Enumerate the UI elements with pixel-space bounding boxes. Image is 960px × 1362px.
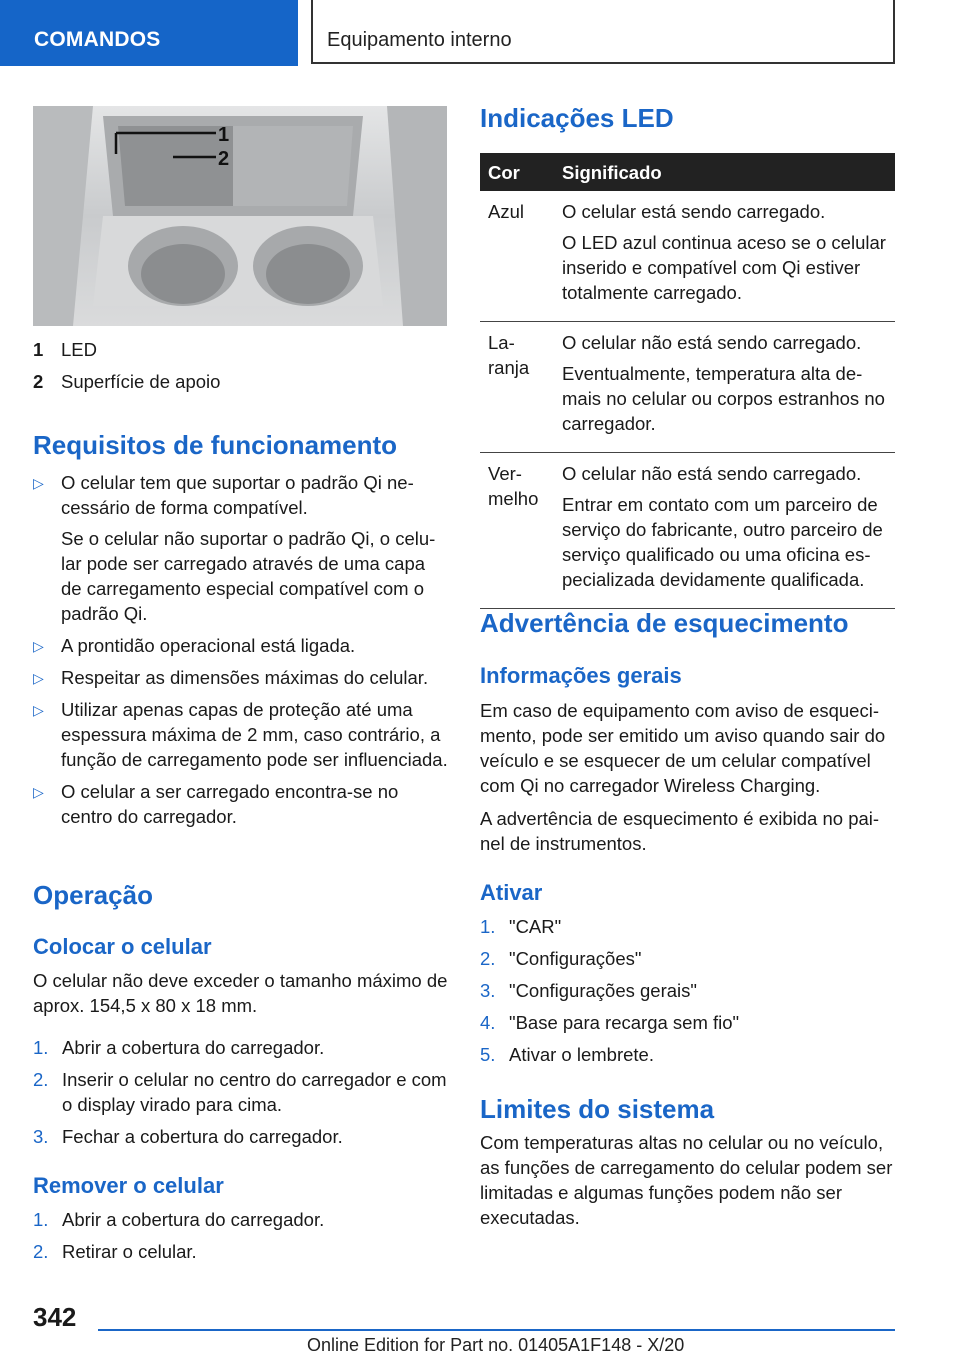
led-heading: Indicações LED: [480, 103, 674, 133]
legend-label: Superfície de apoio: [61, 371, 221, 392]
step-item: 2. "Configurações": [480, 948, 642, 969]
legend-num: 1: [33, 339, 44, 360]
requisitos-heading: Requisitos de funcionamento: [33, 430, 398, 460]
callout-1: 1: [218, 124, 230, 146]
step-item: 2. Inserir o celular no centro do carregador e com o display virado para cima.: [33, 1069, 447, 1115]
led-color: Laranja: [480, 322, 554, 453]
step-item: 2. Retirar o celular.: [33, 1241, 197, 1262]
footer-divider: [98, 1329, 895, 1331]
list-item: ▷ Utilizar apenas capas de proteção até uma espessura máxima de 2 mm, caso contrário, a função de carregamento pode ser influenciada.: [33, 699, 448, 770]
legend-label: LED: [61, 339, 97, 360]
led-table: [480, 153, 895, 609]
colocar-intro: O celular não deve exceder o tamanho máximo de aprox. 154,5 x 80 x 18 mm.: [33, 970, 448, 1016]
led-color: Azul: [480, 191, 554, 322]
list-item: ▷ A prontidão operacional está ligada.: [33, 633, 449, 658]
section-title: COMANDOS: [34, 28, 161, 51]
led-meaning: O celular não está sendo carregado. Eventualmente, temperatura alta demais no celular ou corpos estranhos no carregador.: [554, 322, 895, 453]
step-item: 4. "Base para recarga sem fio": [480, 1012, 740, 1033]
ativar-heading: Ativar: [480, 880, 543, 905]
advertencia-p2: A advertência de esquecimento é exibida no painel de instrumentos.: [480, 808, 880, 854]
list-item: ▷ O celular a ser carregado encontra-se no centro do carregador.: [33, 781, 399, 827]
item-note: Se o celular não suportar o padrão Qi, o celular pode ser carregado através de uma capa de carregamento especial compatível com o padrão Qi.: [61, 528, 436, 624]
callout-2: 2: [218, 148, 230, 170]
step-item: 3. Fechar a cobertura do carregador.: [33, 1126, 343, 1147]
triangle-bullet-icon: ▷: [33, 638, 44, 654]
chapter-tab: [311, 0, 895, 64]
charger-figure: [33, 106, 447, 326]
remover-steps: [33, 1207, 449, 1271]
edition-text: Online Edition for Part no. 01405A1F148 - X/20: [307, 1335, 685, 1355]
table-row: [480, 453, 895, 609]
triangle-bullet-icon: ▷: [33, 475, 44, 491]
legend-item: [33, 371, 220, 393]
operacao-heading: Operação: [33, 880, 153, 910]
step-item: 5. Ativar o lembrete.: [480, 1044, 654, 1065]
ativar-steps: [480, 914, 896, 1074]
page-number: 342: [33, 1302, 77, 1332]
requisitos-list: [33, 470, 449, 836]
advertencia-heading: Advertência de esquecimento: [480, 608, 849, 638]
legend-num: 2: [33, 371, 44, 392]
chapter-title: Equipamento interno: [327, 29, 512, 51]
table-row: [480, 322, 895, 453]
triangle-bullet-icon: ▷: [33, 702, 44, 718]
triangle-bullet-icon: ▷: [33, 784, 44, 800]
remover-heading: Remover o celular: [33, 1173, 224, 1198]
led-meaning: O celular está sendo carregado. O LED azul continua aceso se o celular inserido e compatível com Qi estiver totalmente carregado.: [554, 191, 895, 322]
step-item: 1. "CAR": [480, 916, 562, 937]
step-item: 1. Abrir a cobertura do carregador.: [33, 1209, 325, 1230]
limites-text: Com temperaturas altas no celular ou no veículo, as funções de carregamento do celular podem ser limitadas e algumas funções podem não ser executadas.: [480, 1132, 893, 1228]
list-item: ▷ O celular tem que suportar o padrão Qi necessário de forma compatível. Se o celular não suportar o padrão Qi, o celular pode ser carregado através de uma capa de carregamento especial compatível com o padrão Qi.: [33, 470, 449, 626]
triangle-bullet-icon: ▷: [33, 670, 44, 686]
col-significado: Significado: [554, 153, 895, 191]
table-header-row: [480, 153, 895, 191]
led-color: Vermelho: [480, 453, 554, 609]
advertencia-p1: Em caso de equipamento com aviso de esquecimento, pode ser emitido um aviso quando sair do veículo e se esquecer de um celular compatível com Qi no carregador Wireless Charging.: [480, 700, 886, 796]
legend-item: [33, 339, 97, 361]
list-item: ▷ Respeitar as dimensões máximas do celular.: [33, 665, 449, 690]
step-item: 3. "Configurações gerais": [480, 980, 697, 1001]
limites-heading: Limites do sistema: [480, 1094, 715, 1124]
section-tab: [0, 0, 298, 66]
col-cor: Cor: [480, 153, 554, 191]
colocar-steps: [33, 1035, 449, 1156]
info-heading: Informações gerais: [480, 663, 682, 688]
colocar-heading: Colocar o celular: [33, 934, 212, 959]
led-meaning: O celular não está sendo carregado. Entrar em contato com um parceiro de serviço do fabricante, outro parceiro de serviço qualificado ou uma oficina especializada devidamente qualificada.: [554, 453, 895, 609]
table-row: [480, 191, 895, 322]
step-item: 1. Abrir a cobertura do carregador.: [33, 1037, 325, 1058]
